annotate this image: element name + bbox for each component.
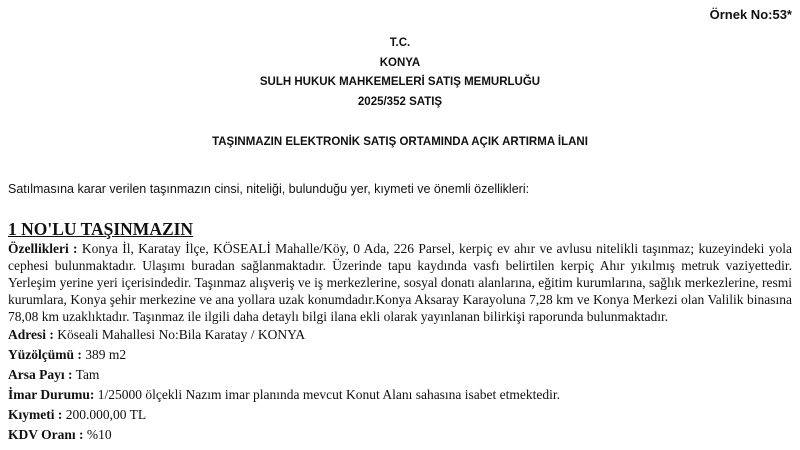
vat-value: %10 — [86, 427, 112, 442]
area-value: 389 m2 — [85, 347, 127, 362]
share-value: Tam — [75, 367, 100, 382]
share-label: Arsa Payı : — [8, 367, 73, 382]
zoning-label: İmar Durumu: — [8, 387, 95, 402]
zoning-value: 1/25000 ölçekli Nazım imar planında mevcut Konut Alanı sahasına isabet etmektedir. — [97, 387, 561, 402]
property-features — [8, 240, 792, 325]
value-amount: 200.000,00 TL — [65, 407, 147, 422]
area-label: Yüzölçümü : — [8, 347, 82, 362]
announcement-title: TAŞINMAZIN ELEKTRONİK SATIŞ ORTAMINDA AÇIK ARTIRMA İLANI — [212, 136, 588, 148]
sample-number: Örnek No:53* — [709, 7, 792, 22]
features-label: Özellikleri : — [8, 241, 78, 256]
property-section — [8, 218, 792, 445]
header-line-file-no: 2025/352 SATIŞ — [357, 95, 443, 108]
address-label: Adresi : — [8, 327, 54, 342]
property-zoning — [8, 385, 792, 405]
property-vat — [8, 425, 792, 445]
intro-text: Satılmasına karar verilen taşınmazın cinsi, niteliği, bulunduğu yer, kıymeti ve önemli özellikleri: — [8, 182, 530, 196]
document-header — [0, 34, 800, 112]
header-line-office: SULH HUKUK MAHKEMELERİ SATIŞ MEMURLUĞU — [259, 76, 541, 88]
property-area — [8, 345, 792, 365]
vat-label: KDV Oranı : — [8, 427, 84, 442]
property-address — [8, 325, 792, 345]
features-text: Konya İl, Karatay İlçe, KÖSEALİ Mahalle/Köy, 0 Ada, 226 Parsel, kerpiç ev ahır ve avlusu nitelikli taşınmaz; kuzeyindeki yola cephesi bulunmaktadır. Ulaşımı buradan sağlanmaktadır. Üzerinde tapu kaydında vasfı belirtilen kerpiç Ahır yıkılmış metruk vaziyettedir. Yerleşim yerine yeri içerisindedir. Taşınmaz alışveriş ve iş merkezlerine, sosyal donatı alanlarına, eğitim kurumlarına, sağlık merkezlerine, resmi kurumlara, Konya şehir merkezine ve ana yollara uzak konumdadır.Konya Aksaray Karayoluna 7,28 km ve Konya Merkezi olan Valilik binasına 78,08 km uzaklıktadır. Taşınmaz ile ilgili daha detaylı bilgi ilana ekli olarak yayınlanan bilirkişi raporunda bulunmaktadır. — [8, 241, 792, 324]
header-line-tc: T.C. — [389, 37, 411, 49]
property-value — [8, 405, 792, 425]
address-value: Köseali Mahallesi No:Bila Karatay / KONYA — [57, 327, 306, 342]
value-label: Kıymeti : — [8, 407, 63, 422]
property-share — [8, 365, 792, 385]
property-title: 1 NO'LU TAŞINMAZIN — [8, 219, 194, 239]
header-line-city: KONYA — [379, 56, 421, 69]
